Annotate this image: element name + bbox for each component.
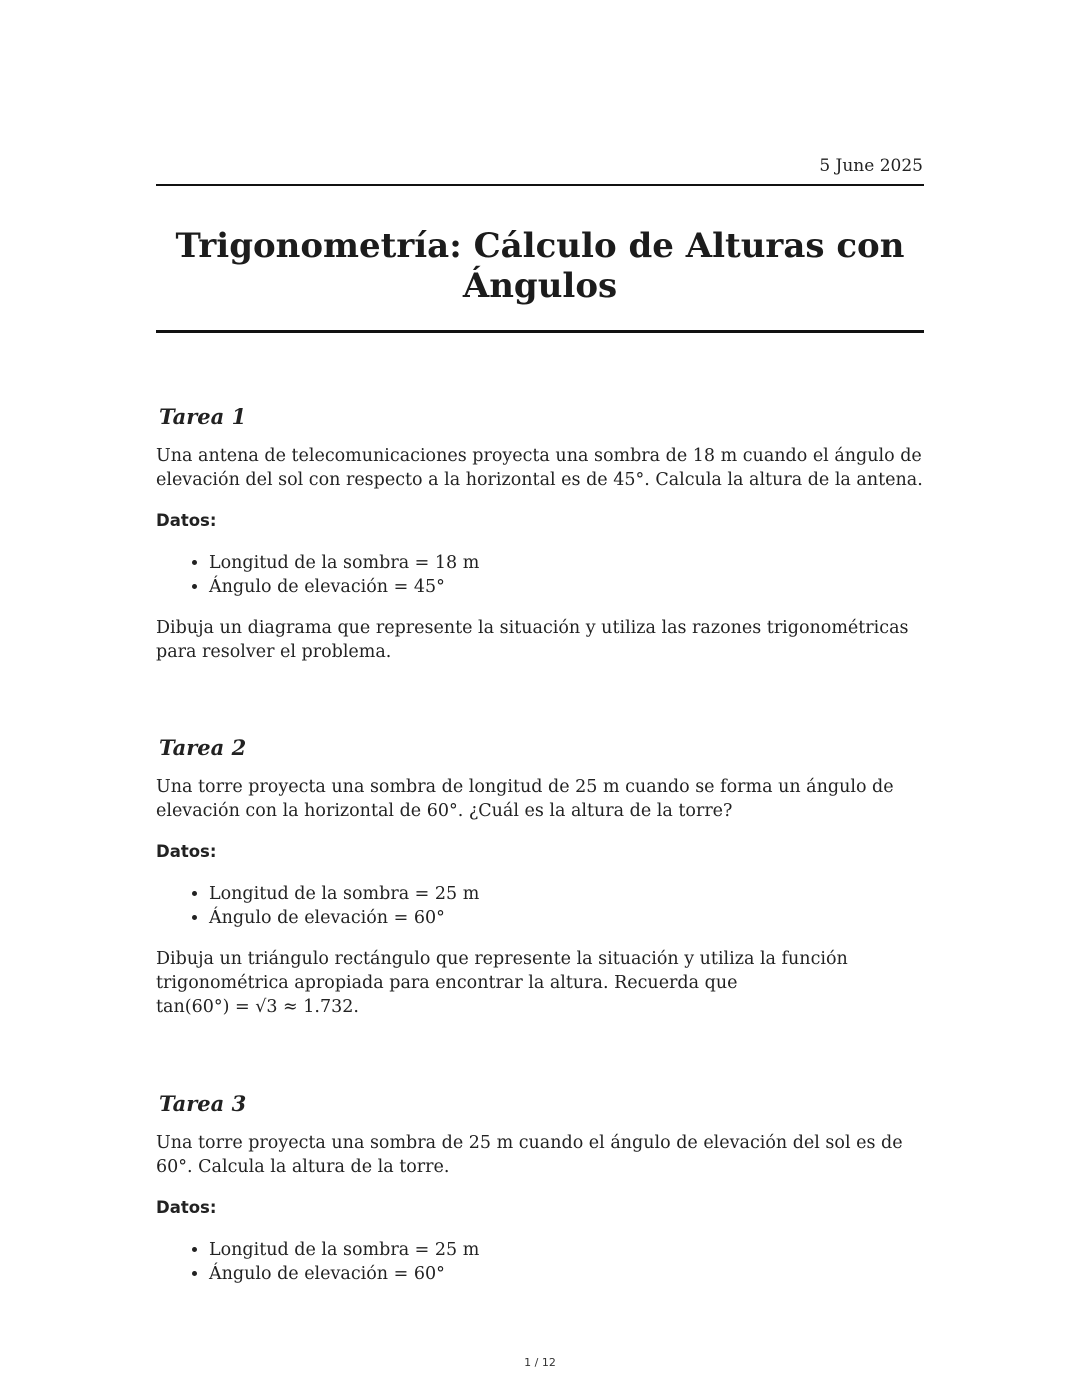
header-rule [156,184,924,186]
list-item: • Longitud de la sombra = 18 m [209,551,924,575]
list-item: • Ángulo de elevación = 45° [209,575,924,599]
list-item: • Ángulo de elevación = 60° [209,906,924,930]
page-number: 1 / 12 [524,1356,556,1369]
datos-label: Datos: [156,511,217,530]
task-heading: Tarea 1 [159,404,247,429]
task-statement: Una antena de telecomunicaciones proyecta una sombra de 18 m cuando el ángulo de elevación del sol con respecto a la horizontal es de 45°. Calcula la altura de la antena. [156,446,923,490]
document-date: 5 June 2025 [819,156,923,176]
task-heading: Tarea 3 [159,1091,247,1116]
list-item: • Ángulo de elevación = 60° [209,1262,924,1286]
page-title: Trigonometría: Cálculo de Alturas con Ángulos [175,226,905,306]
task-3 [156,1089,924,1286]
task-statement: Una torre proyecta una sombra de 25 m cuando el ángulo de elevación del sol es de 60°. Calcula la altura de la torre. [156,1133,903,1177]
task-statement: Una torre proyecta una sombra de longitud de 25 m cuando se forma un ángulo de elevación con la horizontal de 60°. ¿Cuál es la altura de la torre? [156,777,894,821]
datos-list [156,551,924,599]
datos-label: Datos: [156,1198,217,1217]
title-rule [156,330,924,333]
formula: tan(60°) = √3 ≈ 1.732. [156,997,359,1017]
datos-list [156,882,924,930]
datos-list [156,1238,924,1286]
datos-label: Datos: [156,842,217,861]
task-1 [156,402,924,664]
task-heading: Tarea 2 [159,735,247,760]
task-instruction: Dibuja un triángulo rectángulo que represente la situación y utiliza la función trigonométrica apropiada para encontrar la altura. Recuerda que [156,949,848,993]
task-instruction: Dibuja un diagrama que represente la situación y utiliza las razones trigonométricas para resolver el problema. [156,618,909,662]
list-item: • Longitud de la sombra = 25 m [209,1238,924,1262]
task-2 [156,733,924,1019]
list-item: • Longitud de la sombra = 25 m [209,882,924,906]
